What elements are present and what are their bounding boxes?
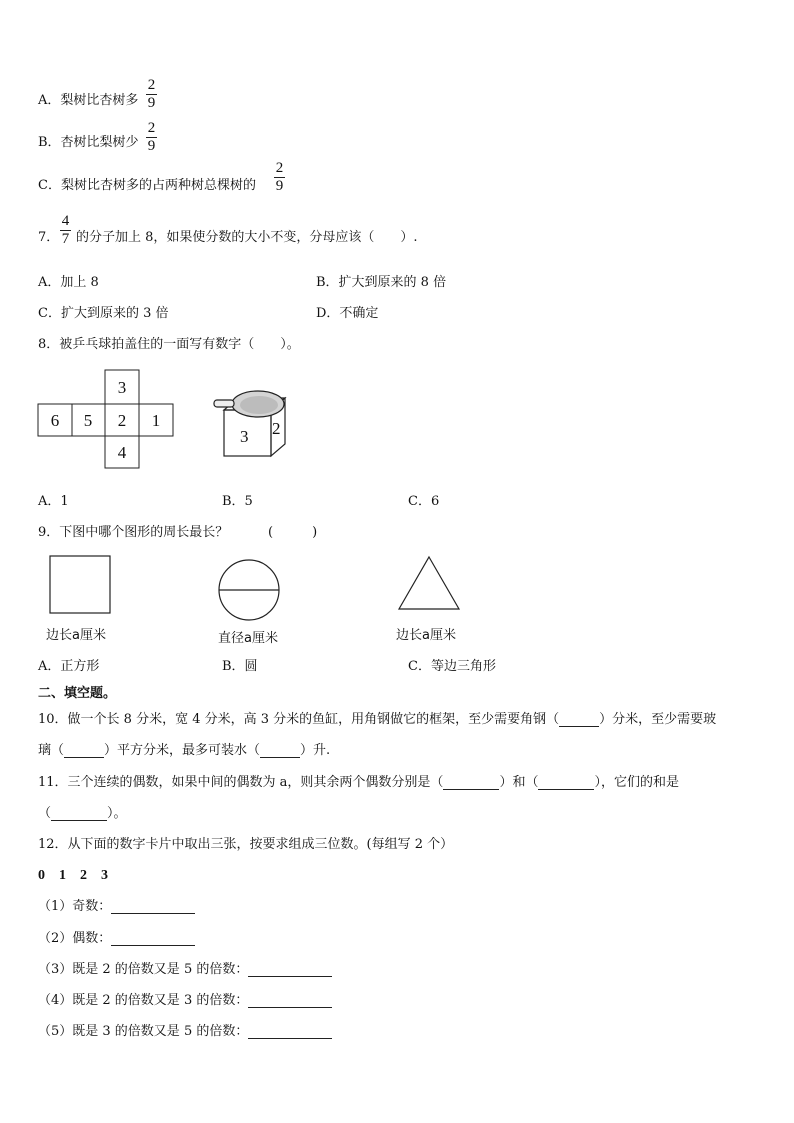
q8-text: 8．被乒乓球拍盖住的一面写有数字（ ）。 xyxy=(38,337,300,352)
q12-blank-1[interactable] xyxy=(111,900,195,914)
net-label-right: 1 xyxy=(151,411,161,430)
square-caption: 边长a厘米 xyxy=(46,628,106,643)
net-label-left1: 5 xyxy=(83,411,93,430)
q10-line1: 10．做一个长 8 分米，宽 4 分米，高 3 分米的鱼缸，用角钢做它的框架，至少需要角钢（ ）分米，至少需要玻 xyxy=(38,712,717,727)
q8-option-a: A．1 xyxy=(38,494,69,509)
circle-caption: 直径a厘米 xyxy=(218,631,278,646)
q7-option-d: D．不确定 xyxy=(316,306,379,321)
q6-option-b: B．杏树比梨树少 xyxy=(38,135,139,150)
cube-with-paddle-figure xyxy=(210,386,290,460)
q12-cards: 0 1 2 3 xyxy=(38,868,108,883)
paddle-handle-icon xyxy=(214,400,234,407)
net-label-bottom: 4 xyxy=(117,443,127,462)
fraction-2-9-a: 2 9 xyxy=(147,77,156,111)
q8-option-c: C．6 xyxy=(408,494,440,509)
q10-blank-glass[interactable] xyxy=(64,744,104,758)
q12-blank-2[interactable] xyxy=(111,932,195,946)
square-shape xyxy=(48,554,114,616)
q9-answer-paren: ( ) xyxy=(268,525,318,540)
q11-line2: （ ）。 xyxy=(38,806,127,821)
net-label-center: 2 xyxy=(117,411,127,430)
q7-text: 的分子加上 8，如果使分数的大小不变，分母应该（ ）. xyxy=(76,230,418,245)
cube-side-label: 2 xyxy=(272,419,281,438)
fraction-4-7: 4 7 xyxy=(61,213,70,247)
q12-item-1: （1）奇数： xyxy=(38,895,195,914)
q12-item-2: （2）偶数： xyxy=(38,927,195,946)
q11-blank-sum[interactable] xyxy=(51,807,107,821)
cube-net-figure xyxy=(36,368,176,472)
q6-option-c: C．梨树比杏树多的占两种树总棵树的 xyxy=(38,178,256,193)
q9-text: 9．下图中哪个图形的周长最长？ xyxy=(38,525,229,540)
q8-option-b: B．5 xyxy=(222,494,253,509)
section-title: 二、填空题。 xyxy=(38,686,117,701)
q7-option-a: A．加上 8 xyxy=(38,275,99,290)
q12-item-4: （4）既是 2 的倍数又是 3 的倍数： xyxy=(38,989,332,1008)
q7-option-b: B．扩大到原来的 8 倍 xyxy=(316,275,447,290)
triangle-shape xyxy=(396,555,462,613)
q9-option-a: A．正方形 xyxy=(38,659,100,674)
q12-item-5: （5）既是 3 的倍数又是 5 的倍数： xyxy=(38,1020,332,1039)
fraction-2-9-b: 2 9 xyxy=(147,120,156,154)
q11-blank-second[interactable] xyxy=(538,776,594,790)
q10-blank-water[interactable] xyxy=(260,744,300,758)
q10-line2: 璃（ ）平方分米，最多可装水（ ）升. xyxy=(38,743,331,758)
net-label-left2: 6 xyxy=(50,411,60,430)
q9-option-b: B．圆 xyxy=(222,659,258,674)
q6-option-a: A．梨树比杏树多 xyxy=(38,93,139,108)
net-label-top: 3 xyxy=(117,378,127,397)
q10-blank-steel[interactable] xyxy=(559,713,599,727)
q11-line1: 11．三个连续的偶数，如果中间的偶数为 a，则其余两个偶数分别是（ ）和（ ），它们的和是 xyxy=(38,775,679,790)
fraction-2-9-c: 2 9 xyxy=(275,160,284,194)
q7-option-c: C．扩大到原来的 3 倍 xyxy=(38,306,169,321)
q12-blank-4[interactable] xyxy=(248,994,332,1008)
q12-blank-5[interactable] xyxy=(248,1025,332,1039)
q12-item-3: （3）既是 2 的倍数又是 5 的倍数： xyxy=(38,958,332,977)
q12-text: 12．从下面的数字卡片中取出三张，按要求组成三位数。(每组写 2 个） xyxy=(38,837,454,852)
q7-number: 7． xyxy=(38,230,60,245)
triangle-caption: 边长a厘米 xyxy=(396,628,456,643)
q11-blank-first[interactable] xyxy=(443,776,499,790)
q12-blank-3[interactable] xyxy=(248,963,332,977)
q9-option-c: C．等边三角形 xyxy=(408,659,496,674)
circle-shape xyxy=(216,557,282,623)
cube-front-label: 3 xyxy=(240,427,249,446)
